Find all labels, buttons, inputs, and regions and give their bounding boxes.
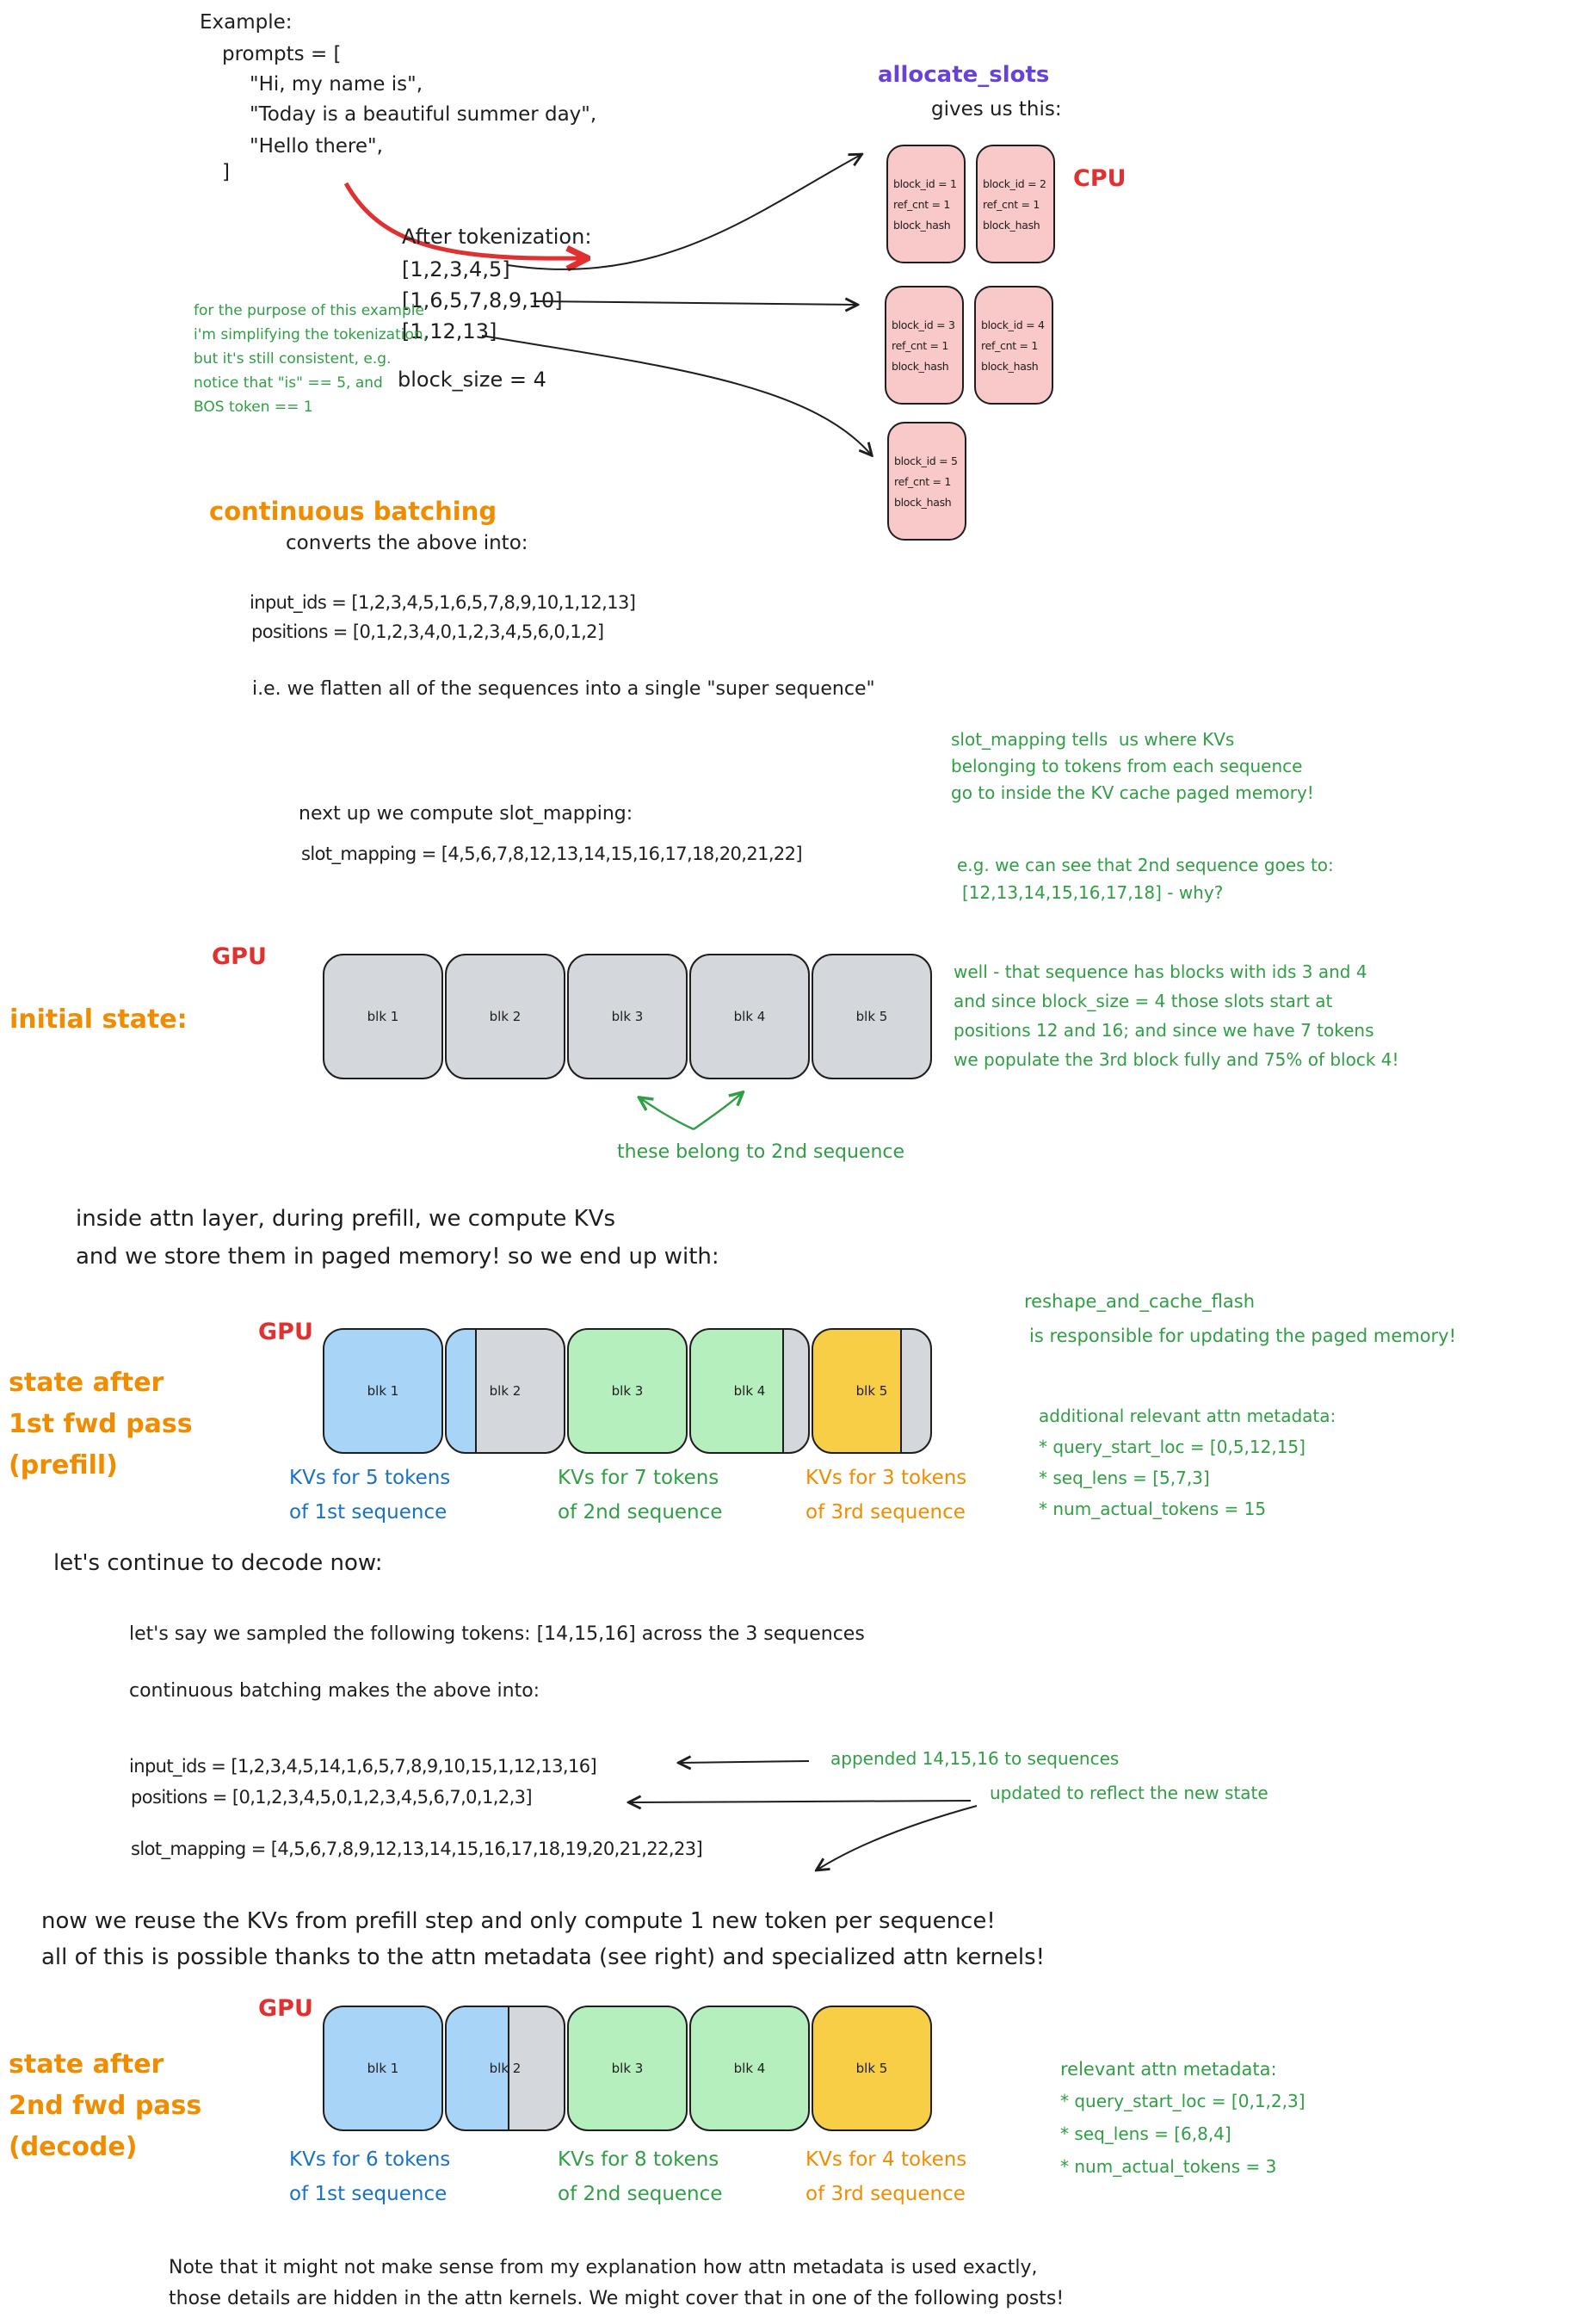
second-seq-blocks-arrow-left bbox=[640, 1098, 694, 1129]
gpu-block-initial-1 bbox=[323, 954, 443, 1079]
gpu-block-prefill-5 bbox=[812, 1328, 932, 1454]
decode-state-label-2: 2nd fwd pass bbox=[9, 2091, 202, 2121]
decode-cap-seq3-a: KVs for 4 tokens bbox=[806, 2148, 967, 2171]
decode-cap-seq1-a: KVs for 6 tokens bbox=[289, 2148, 451, 2171]
decode-meta-query-start-loc: * query_start_loc = [0,1,2,3] bbox=[1060, 2091, 1305, 2111]
why-note-2: [12,13,14,15,16,17,18] - why? bbox=[962, 882, 1224, 903]
gpu-block-label: blk 1 bbox=[367, 1383, 399, 1399]
ref-cnt-text: ref_cnt = 1 bbox=[894, 474, 951, 488]
gpu-label-decode: GPU bbox=[258, 1995, 313, 2022]
gives-us-this-caption: gives us this: bbox=[931, 98, 1062, 121]
decode-meta-title: relevant attn metadata: bbox=[1060, 2059, 1277, 2080]
gpu-block-label: blk 2 bbox=[489, 1383, 522, 1399]
cpu-block-3 bbox=[885, 286, 964, 405]
ref-cnt-text: ref_cnt = 1 bbox=[892, 338, 948, 352]
decode-cap-seq2-a: KVs for 8 tokens bbox=[558, 2148, 719, 2171]
well-note-1: well - that sequence has blocks with ids 3 and 4 bbox=[954, 961, 1367, 982]
gpu-block-decode-5 bbox=[812, 2006, 932, 2131]
block-hash-text: block_hash bbox=[892, 359, 949, 373]
prefill-cap-seq2-a: KVs for 7 tokens bbox=[558, 1467, 719, 1489]
gpu-block-label: blk 5 bbox=[855, 2061, 888, 2076]
block-id-text: block_id = 4 bbox=[981, 318, 1045, 331]
sampled-tokens-text: let's say we sampled the following tokens: [14,15,16] across the 3 sequences bbox=[129, 1623, 865, 1645]
ref-cnt-text: ref_cnt = 1 bbox=[981, 338, 1038, 352]
decode-cap-seq2-b: of 2nd sequence bbox=[558, 2183, 723, 2205]
block-hash-text: block_hash bbox=[983, 218, 1040, 232]
prefill-cap-seq2-b: of 2nd sequence bbox=[558, 1501, 723, 1524]
prompts-close-line: ] bbox=[222, 161, 230, 183]
prefill-cap-seq3-a: KVs for 3 tokens bbox=[806, 1467, 967, 1489]
prefill-cap-seq3-b: of 3rd sequence bbox=[806, 1501, 966, 1524]
cpu-label: CPU bbox=[1073, 165, 1126, 192]
prefill-meta-num-actual-tokens: * num_actual_tokens = 15 bbox=[1039, 1499, 1267, 1519]
slot-mapping-intro: next up we compute slot_mapping: bbox=[299, 803, 633, 825]
gpu-block-prefill-3 bbox=[567, 1328, 688, 1454]
second-seq-blocks-arrow-right bbox=[694, 1093, 742, 1129]
prefill-input-ids: input_ids = [1,2,3,4,5,1,6,5,7,8,9,10,1,12,13] bbox=[250, 592, 636, 613]
prompt-2: "Today is a beautiful summer day", bbox=[250, 103, 597, 126]
well-note-4: we populate the 3rd block fully and 75% of block 4! bbox=[954, 1049, 1399, 1070]
ref-cnt-text: ref_cnt = 1 bbox=[893, 197, 950, 211]
gpu-block-label: blk 3 bbox=[611, 1383, 644, 1399]
reuse-note-2: all of this is possible thanks to the attn metadata (see right) and specialized attn kernels! bbox=[41, 1944, 1046, 1970]
seq3-to-cpu-arrow bbox=[482, 336, 871, 454]
updated-note-arrow-positions bbox=[630, 1801, 971, 1802]
block-size-text: block_size = 4 bbox=[398, 368, 546, 392]
slot-note-1: slot_mapping tells us where KVs bbox=[951, 729, 1235, 750]
gpu-block-label: blk 1 bbox=[367, 2061, 399, 2076]
ref-cnt-text: ref_cnt = 1 bbox=[983, 197, 1040, 211]
gpu-block-label: blk 4 bbox=[733, 1009, 766, 1024]
block-id-text: block_id = 2 bbox=[983, 176, 1046, 190]
gpu-block-prefill-1 bbox=[323, 1328, 443, 1454]
prefill-meta-seq-lens: * seq_lens = [5,7,3] bbox=[1039, 1468, 1210, 1488]
prefill-cap-seq1-b: of 1st sequence bbox=[289, 1501, 448, 1524]
gpu-block-prefill-2 bbox=[445, 1328, 565, 1454]
gpu-block-decode-2 bbox=[445, 2006, 565, 2131]
block-id-text: block_id = 3 bbox=[892, 318, 955, 331]
gpu-block-label: blk 4 bbox=[733, 1383, 766, 1399]
slot-note-2: belonging to tokens from each sequence bbox=[951, 756, 1303, 776]
decode-input-ids: input_ids = [1,2,3,4,5,14,1,6,5,7,8,9,10,15,1,12,13,16] bbox=[129, 1756, 597, 1777]
prefill-state-label-2: 1st fwd pass bbox=[9, 1409, 193, 1439]
block-hash-text: block_hash bbox=[981, 359, 1039, 373]
gpu-block-initial-2 bbox=[445, 954, 565, 1079]
tokenization-note-2: i'm simplifying the tokenization, bbox=[194, 326, 429, 343]
slot-note-3: go to inside the KV cache paged memory! bbox=[951, 782, 1314, 803]
well-note-3: positions 12 and 16; and since we have 7 tokens bbox=[954, 1020, 1374, 1041]
slot-mapping-value: slot_mapping = [4,5,6,7,8,12,13,14,15,16,17,18,20,21,22] bbox=[301, 844, 803, 864]
updated-note: updated to reflect the new state bbox=[990, 1783, 1268, 1803]
prefill-cap-seq1-a: KVs for 5 tokens bbox=[289, 1467, 451, 1489]
prefill-intro-2: and we store them in paged memory! so we end up with: bbox=[76, 1244, 719, 1270]
gpu-block-label: blk 2 bbox=[489, 2061, 522, 2076]
tokenization-note-3: but it's still consistent, e.g. bbox=[194, 350, 392, 368]
token-seq-3: [1,12,13] bbox=[402, 319, 497, 343]
seq1-to-cpu-arrow bbox=[508, 155, 861, 269]
gpu-block-initial-4 bbox=[689, 954, 810, 1079]
gpu-block-decode-3 bbox=[567, 2006, 688, 2131]
gpu-label-prefill: GPU bbox=[258, 1319, 313, 1345]
prefill-state-label-1: state after bbox=[9, 1368, 164, 1398]
decode-state-label-3: (decode) bbox=[9, 2132, 138, 2162]
tokenization-note-4: notice that "is" == 5, and bbox=[194, 374, 383, 392]
appended-note-arrow bbox=[680, 1761, 809, 1763]
prefill-intro-1: inside attn layer, during prefill, we compute KVs bbox=[76, 1206, 616, 1232]
decode-positions: positions = [0,1,2,3,4,5,0,1,2,3,4,5,6,7,0,1,2,3] bbox=[131, 1787, 533, 1808]
initial-state-label: initial state: bbox=[9, 1004, 188, 1035]
block-id-text: block_id = 1 bbox=[893, 176, 957, 190]
after-tokenization-title: After tokenization: bbox=[402, 225, 592, 249]
block-id-text: block_id = 5 bbox=[894, 454, 958, 467]
decode-meta-num-actual-tokens: * num_actual_tokens = 3 bbox=[1060, 2156, 1277, 2177]
gpu-block-label: blk 3 bbox=[611, 2061, 644, 2076]
tokenization-note-1: for the purpose of this example bbox=[194, 302, 424, 319]
block-hash-text: block_hash bbox=[893, 218, 951, 232]
tokenization-note-5: BOS token == 1 bbox=[194, 399, 313, 416]
gpu-block-initial-3 bbox=[567, 954, 688, 1079]
prefill-state-label-3: (prefill) bbox=[9, 1450, 118, 1480]
decode-cap-seq1-b: of 1st sequence bbox=[289, 2183, 448, 2205]
gpu-block-label: blk 5 bbox=[855, 1383, 888, 1399]
cpu-block-1 bbox=[886, 145, 966, 263]
gpu-block-label: blk 1 bbox=[367, 1009, 399, 1024]
cpu-block-2 bbox=[976, 145, 1055, 263]
reuse-note-1: now we reuse the KVs from prefill step and only compute 1 new token per sequence! bbox=[41, 1908, 996, 1934]
decode-slot-mapping: slot_mapping = [4,5,6,7,8,9,12,13,14,15,16,17,18,19,20,21,22,23] bbox=[131, 1839, 703, 1859]
footnote-2: those details are hidden in the attn kernels. We might cover that in one of the following posts! bbox=[169, 2288, 1065, 2309]
updated-note-arrow-slotmapping bbox=[818, 1806, 977, 1870]
second-seq-caption: these belong to 2nd sequence bbox=[617, 1141, 905, 1163]
gpu-block-label: blk 5 bbox=[855, 1009, 888, 1024]
prompt-1: "Hi, my name is", bbox=[250, 73, 423, 96]
prompt-3: "Hello there", bbox=[250, 135, 383, 158]
decode-cap-seq3-b: of 3rd sequence bbox=[806, 2183, 966, 2205]
gpu-block-label: blk 4 bbox=[733, 2061, 766, 2076]
decode-intro-title: let's continue to decode now: bbox=[53, 1550, 383, 1576]
reshape-note-1: reshape_and_cache_flash bbox=[1024, 1291, 1256, 1312]
batching-again-text: continuous batching makes the above into: bbox=[129, 1680, 540, 1702]
token-seq-1: [1,2,3,4,5] bbox=[402, 257, 510, 281]
gpu-block-initial-5 bbox=[812, 954, 932, 1079]
well-note-2: and since block_size = 4 those slots start at bbox=[954, 991, 1333, 1011]
gpu-block-decode-4 bbox=[689, 2006, 810, 2131]
flatten-note: i.e. we flatten all of the sequences into a single "super sequence" bbox=[252, 678, 875, 700]
gpu-block-label: blk 3 bbox=[611, 1009, 644, 1024]
prefill-positions: positions = [0,1,2,3,4,0,1,2,3,4,5,6,0,1,2] bbox=[251, 621, 604, 642]
gpu-label-initial: GPU bbox=[212, 943, 267, 970]
block-hash-text: block_hash bbox=[894, 495, 952, 509]
cpu-block-5 bbox=[887, 422, 966, 541]
gpu-block-decode-1 bbox=[323, 2006, 443, 2131]
why-note-1: e.g. we can see that 2nd sequence goes to: bbox=[957, 855, 1334, 875]
footnote-1: Note that it might not make sense from my explanation how attn metadata is used exactly, bbox=[169, 2257, 1038, 2278]
cpu-block-4 bbox=[974, 286, 1053, 405]
prompts-open-line: prompts = [ bbox=[222, 43, 342, 65]
converts-caption: converts the above into: bbox=[286, 532, 528, 554]
continuous-batching-title: continuous batching bbox=[209, 497, 497, 526]
gpu-block-prefill-4 bbox=[689, 1328, 810, 1454]
reshape-note-2: is responsible for updating the paged memory! bbox=[1029, 1326, 1457, 1346]
seq2-to-cpu-arrow bbox=[534, 301, 856, 305]
appended-note: appended 14,15,16 to sequences bbox=[830, 1748, 1120, 1769]
example-title: Example: bbox=[200, 11, 293, 34]
allocate-slots-label: allocate_slots bbox=[878, 62, 1050, 88]
prefill-meta-query-start-loc: * query_start_loc = [0,5,12,15] bbox=[1039, 1437, 1305, 1457]
gpu-block-label: blk 2 bbox=[489, 1009, 522, 1024]
prefill-meta-title: additional relevant attn metadata: bbox=[1039, 1406, 1336, 1426]
decode-meta-seq-lens: * seq_lens = [6,8,4] bbox=[1060, 2123, 1231, 2144]
token-seq-2: [1,6,5,7,8,9,10] bbox=[402, 288, 563, 312]
decode-state-label-1: state after bbox=[9, 2049, 164, 2080]
